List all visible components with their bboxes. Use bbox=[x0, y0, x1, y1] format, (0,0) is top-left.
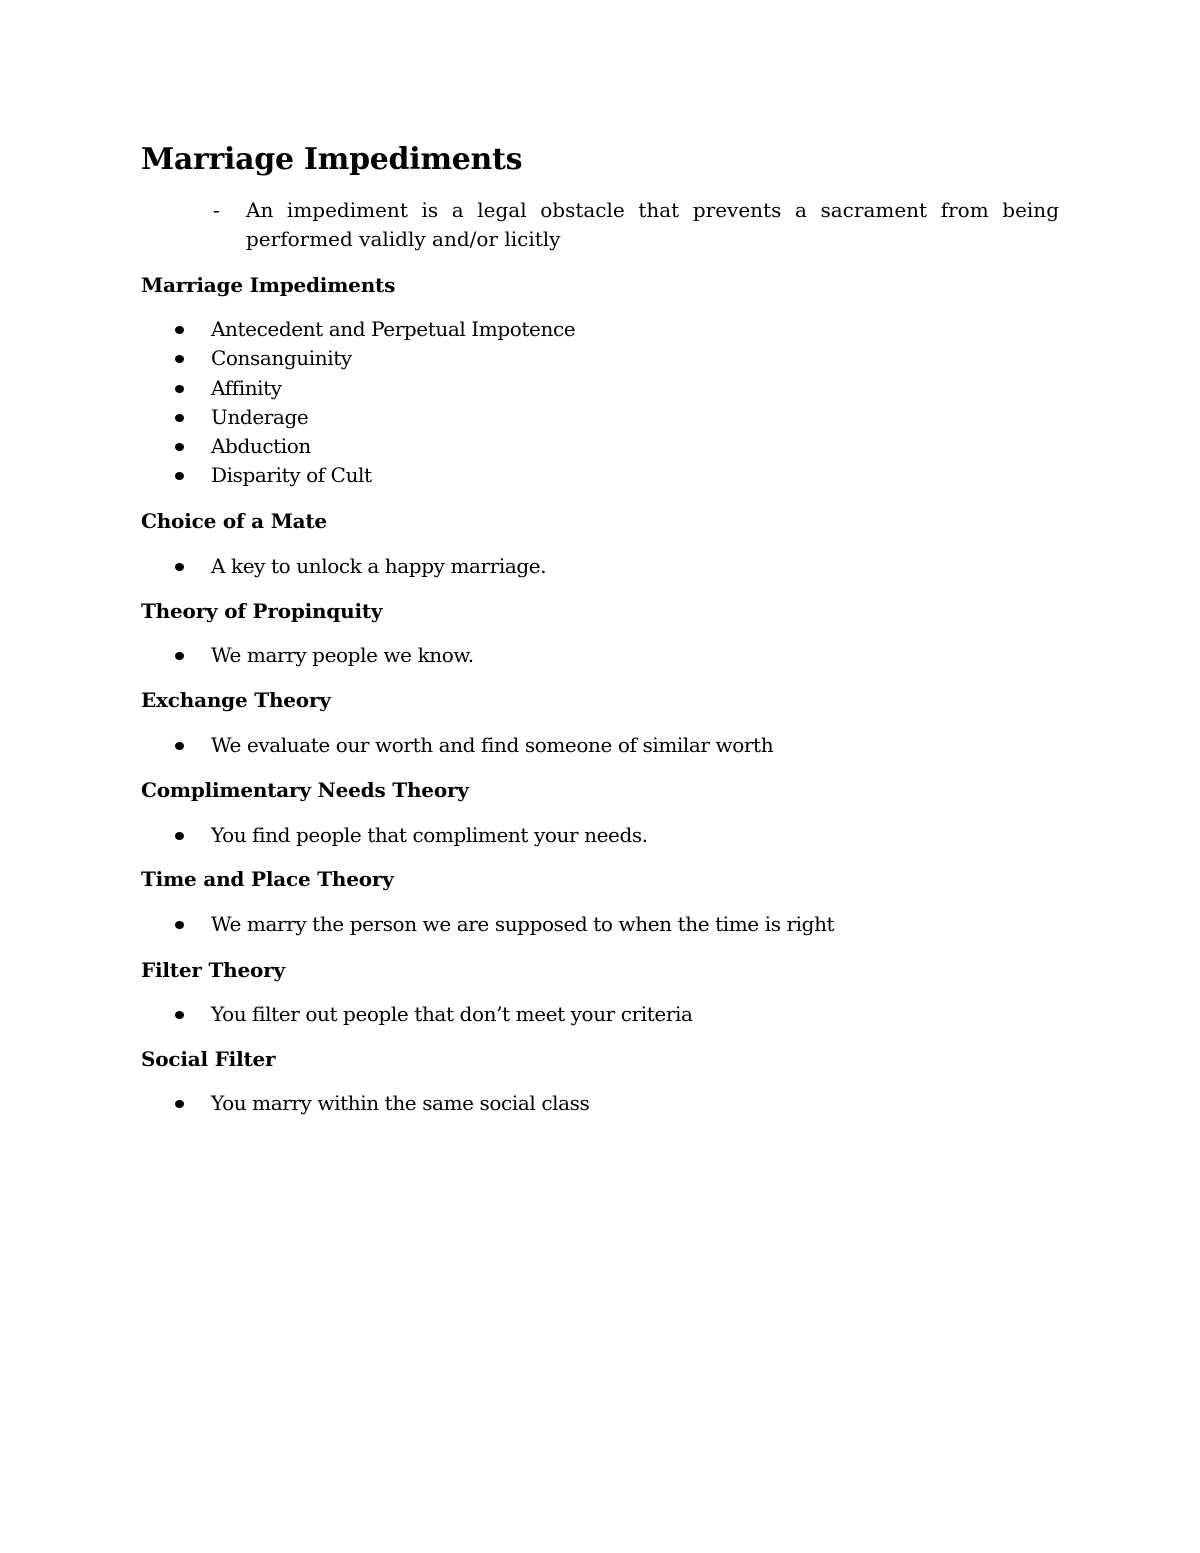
section-heading-complimentary-needs-theory: Complimentary Needs Theory bbox=[141, 778, 469, 802]
list-item bbox=[175, 731, 773, 760]
list-item-text: Antecedent and Perpetual Impotence bbox=[211, 317, 576, 341]
document-title: Marriage Impediments bbox=[141, 142, 523, 177]
list-item bbox=[175, 344, 575, 373]
bullet-icon bbox=[175, 385, 184, 393]
list-item-text: We marry the person we are supposed to when the time is right bbox=[211, 912, 835, 936]
bullet-icon bbox=[175, 921, 184, 929]
list-item-text: We marry people we know. bbox=[211, 643, 474, 667]
intro-list bbox=[213, 196, 1059, 254]
list-item bbox=[175, 641, 474, 670]
section-heading-marriage-impediments: Marriage Impediments bbox=[141, 273, 396, 297]
list-item bbox=[175, 432, 575, 461]
list-item-text: Consanguinity bbox=[211, 346, 352, 371]
list-item-text: You marry within the same social class bbox=[211, 1091, 590, 1115]
bullet-icon bbox=[175, 652, 184, 660]
bullet-icon bbox=[175, 326, 184, 334]
list-item bbox=[175, 315, 575, 344]
section-heading-social-filter: Social Filter bbox=[141, 1047, 276, 1071]
list-item bbox=[175, 403, 575, 432]
bullet-icon bbox=[175, 832, 184, 840]
list-item bbox=[175, 1000, 693, 1029]
bullet-icon bbox=[175, 742, 184, 750]
section-heading-choice-of-a-mate: Choice of a Mate bbox=[141, 509, 327, 533]
list-item-text: We evaluate our worth and find someone of similar worth bbox=[211, 733, 774, 757]
bullet-icon bbox=[175, 563, 184, 571]
list-item-text: A key to unlock a happy marriage. bbox=[211, 554, 547, 578]
bullet-list-social-filter bbox=[175, 1089, 589, 1118]
section-heading-filter-theory: Filter Theory bbox=[141, 958, 285, 982]
list-item bbox=[175, 1089, 589, 1118]
list-item bbox=[175, 910, 834, 939]
bullet-list-choice-of-a-mate bbox=[175, 552, 546, 581]
bullet-icon bbox=[175, 1100, 184, 1108]
list-item-text: You filter out people that don’t meet your criteria bbox=[211, 1002, 693, 1026]
bullet-icon bbox=[175, 472, 184, 480]
bullet-list-marriage-impediments bbox=[175, 315, 575, 491]
list-item bbox=[175, 552, 546, 581]
bullet-list-time-and-place-theory bbox=[175, 910, 834, 939]
list-item bbox=[175, 374, 575, 403]
list-item bbox=[175, 821, 648, 850]
section-heading-time-and-place-theory: Time and Place Theory bbox=[141, 867, 394, 891]
bullet-list-theory-of-propinquity bbox=[175, 641, 474, 670]
list-item-text: Abduction bbox=[211, 434, 311, 459]
section-heading-theory-of-propinquity: Theory of Propinquity bbox=[141, 599, 383, 623]
bullet-list-exchange-theory bbox=[175, 731, 773, 760]
bullet-icon bbox=[175, 1011, 184, 1019]
list-item-text: Underage bbox=[211, 404, 309, 429]
list-item-text: Affinity bbox=[211, 375, 282, 400]
bullet-icon bbox=[175, 414, 184, 422]
bullet-list-filter-theory bbox=[175, 1000, 693, 1029]
bullet-icon bbox=[175, 443, 184, 451]
bullet-list-complimentary-needs-theory bbox=[175, 821, 648, 850]
section-heading-exchange-theory: Exchange Theory bbox=[141, 688, 331, 712]
list-item bbox=[175, 461, 575, 490]
intro-text: An impediment is a legal obstacle that prevents a sacrament from being performed validly and/or licitly bbox=[246, 198, 1059, 251]
dash-marker: - bbox=[213, 198, 220, 222]
list-item-text: You find people that compliment your needs. bbox=[211, 823, 648, 847]
intro-item bbox=[213, 196, 1059, 254]
bullet-icon bbox=[175, 355, 184, 363]
list-item-text: Disparity of Cult bbox=[211, 463, 372, 488]
